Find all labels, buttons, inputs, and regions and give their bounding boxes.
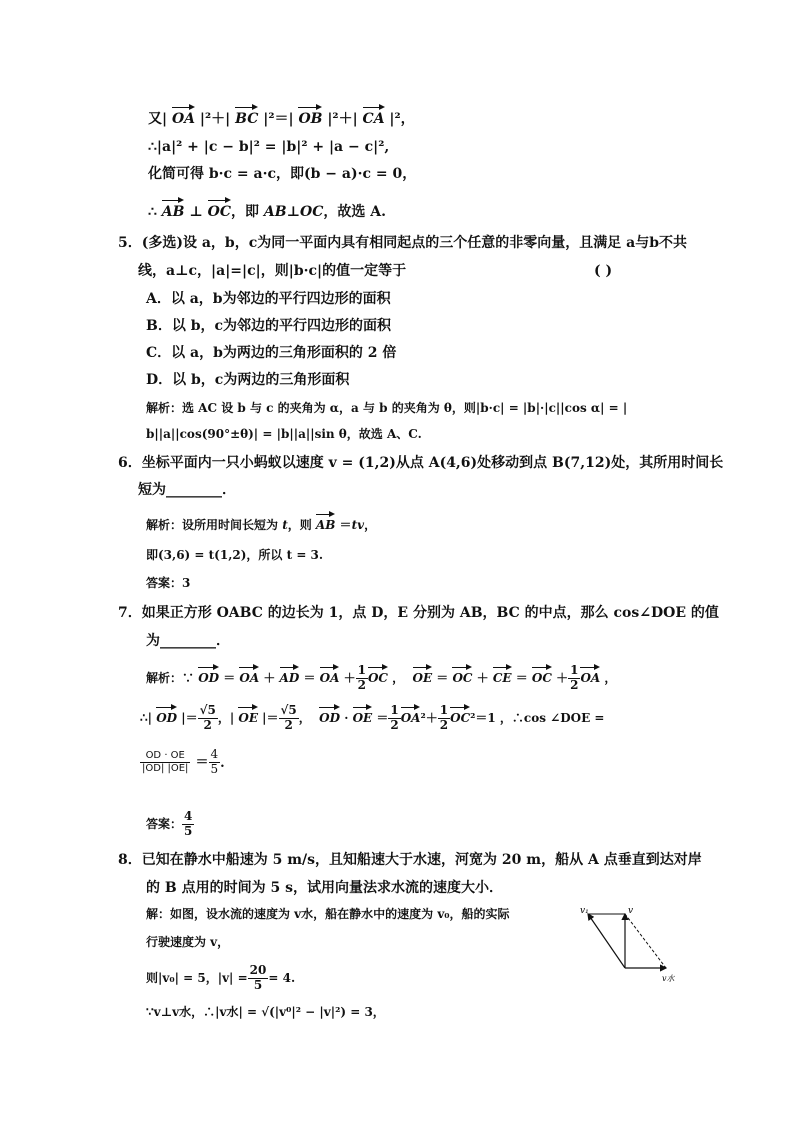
label-vs: v水: [662, 974, 675, 983]
q5-option-C: C．以 a，b为两边的三角形面积的 2 倍: [146, 345, 397, 361]
line-therefore-1: ∴|a|² + |c − b|² = |b|² + |a − c|²,: [148, 139, 390, 155]
velocity-diagram: [578, 904, 688, 984]
v0-vector-line: [588, 914, 625, 968]
q5-stem-1: 5．(多选)设 a，b，c为同一平面内具有相同起点的三个任意的非零向量，且满足 a与b不共: [118, 235, 687, 251]
line-conclusion-A: ∴ AB ⊥ OC，即 AB⊥OC，故选 A.: [148, 197, 386, 219]
q5-answer-paren: ( ): [594, 263, 613, 279]
q6-stem-2: 短为________．: [138, 482, 236, 498]
q6-analysis-1: 解析：设所用时间长短为 t，则 AB ＝tv，: [146, 511, 376, 531]
q7-stem-2: 为________．: [146, 633, 230, 649]
q7-cos-fraction: $\frac{OD \cdot OE}{|OD| |OE|}$ ＝ $\frac{4}{5}$ .: [142, 747, 225, 776]
label-v: v: [628, 906, 634, 916]
q8-stem-2: 的 B 点用的时间为 5 s，试用向量法求水流的速度大小．: [146, 880, 503, 896]
q7-answer: 答案： $\frac{4}{5}$: [146, 809, 193, 838]
q5-analysis-2: b||a||cos(90°±θ)| = |b||a||sin θ，故选 A、C.: [146, 427, 422, 441]
label-v1: v₁: [580, 906, 589, 916]
q6-answer: 答案：3: [146, 576, 191, 590]
q8-stem-1: 8．已知在静水中船速为 5 m/s，且知船速大于水速，河宽为 20 m，船从 A 点垂直到达对岸: [118, 852, 702, 868]
q7-analysis-line-1: 解析：∵ OD ＝ OA ＋ AD ＝ OA ＋ $\frac{1}{2}$ OC ， OE ＝ OC ＋ CE ＝ OC ＋ $\frac{1}{2}$ OA ，: [146, 663, 617, 692]
q6-stem-1: 6．坐标平面内一只小蚂蚁以速度 v = (1,2)从点 A(4,6)处移动到点 B(7,12)处，其所用时间长: [118, 455, 724, 471]
q7-analysis-line-2: ∴| OD |＝ $\frac{√5}{2}$ ，| OE |＝ $\frac{√5}{2}$ ， OD · OE ＝ $\frac{1}{2}$ OA²＋ $\frac{1}{2}$ OC²＝1 ，∴cos ∠DOE =: [140, 703, 605, 732]
q8-solution-2: 行驶速度为 v，: [146, 935, 230, 949]
q5-analysis-1: 解析：选 AC 设 b 与 c 的夹角为 α，a 与 b 的夹角为 θ，则|b·c| = |b|·|c||cos α| = |: [146, 401, 628, 415]
q8-solution-4: ∵v⊥v水，∴|v水| = √(|v⁰|² − |v|²) = 3，: [146, 1005, 385, 1019]
q8-solution-1: 解：如图，设水流的速度为 v水，船在静水中的速度为 v₀，船的实际: [146, 907, 510, 921]
dashed-edge-1: [625, 914, 666, 968]
q5-option-A: A．以 a，b为邻边的平行四边形的面积: [146, 291, 391, 307]
q5-option-B: B．以 b，c为邻边的平行四边形的面积: [146, 318, 392, 334]
q8-solution-3: 则|v₀| = 5，|v| = $\frac{20}{5}$ = 4.: [146, 963, 296, 992]
q5-option-D: D．以 b，c为两边的三角形面积: [146, 372, 350, 388]
line-vector-identity: 又| OA |²＋| BC |²＝| OB |²＋| CA |²，: [148, 104, 415, 126]
q7-stem-1: 7．如果正方形 OABC 的边长为 1，点 D，E 分别为 AB，BC 的中点，那么 cos∠DOE 的值: [118, 605, 719, 621]
q5-stem-2: 线，a⊥c，|a|=|c|，则|b·c|的值一定等于: [138, 263, 407, 279]
q6-analysis-2: 即(3,6) = t(1,2)，所以 t = 3.: [146, 548, 324, 562]
line-simplify: 化简可得 b·c = a·c，即(b − a)·c = 0，: [148, 166, 417, 182]
